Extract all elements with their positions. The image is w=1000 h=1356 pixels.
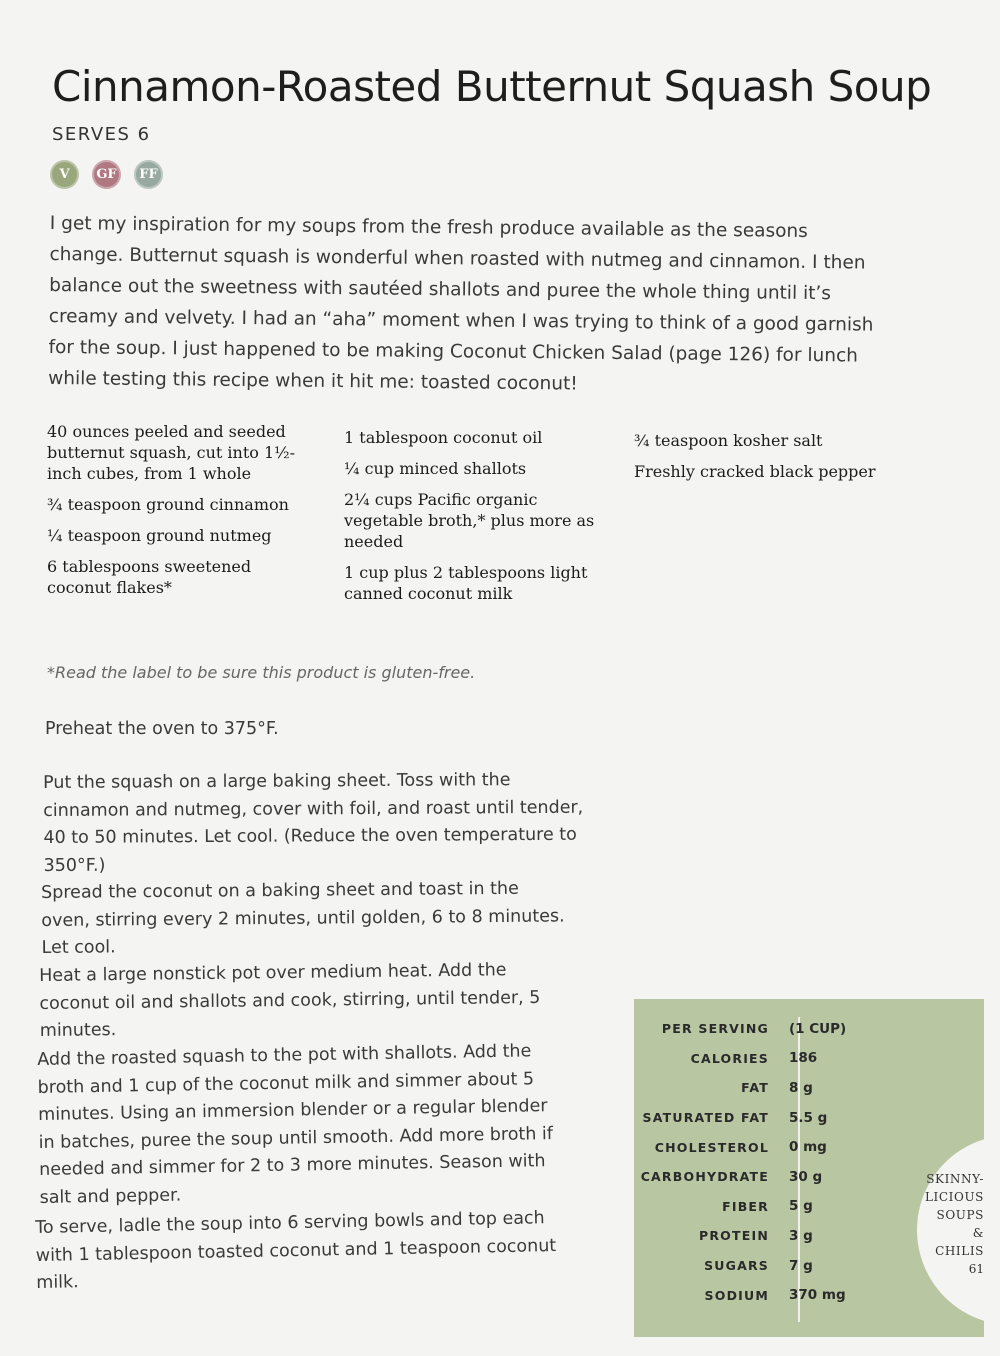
nutrition-value: 186	[789, 1050, 818, 1067]
recipe-intro: I get my inspiration for my soups from the fresh produce available as the seasons change. Butternut squash is wonderful when roasted with nutmeg and cinnamon. I then balance out the sweetness with sautéed shallots and puree the whole thing until it’s creamy and velvety. I had an “aha” moment when I was trying to think of a good garnish for the soup. I just happened to be making Coconut Chicken Salad (page 126) for lunch while testing this recipe when it hit me: toasted coconut!	[48, 212, 874, 395]
gluten-free-footnote: *Read the label to be sure this product is gluten-free.	[47, 663, 476, 682]
ingredient-item: ¾ teaspoon ground cinnamon	[47, 495, 289, 514]
section-tab-line: SKINNY-	[926, 1172, 984, 1186]
nutrition-value: (1 CUP)	[789, 1020, 847, 1037]
freezer-friendly-badge: FF	[134, 160, 163, 189]
ingredient-item: ¼ teaspoon ground nutmeg	[47, 526, 272, 545]
section-tab-line: SOUPS	[936, 1208, 984, 1222]
serves-label: SERVES 6	[52, 124, 151, 145]
direction-step: Spread the coconut on a baking sheet and toast in the oven, stirring every 2 minutes, until golden, 6 to 8 minutes. Let cool.	[41, 878, 565, 958]
nutrition-row	[634, 1044, 964, 1074]
nutrition-value: 7 g	[789, 1257, 813, 1274]
direction-step: To serve, ladle the soup into 6 serving bowls and top each with 1 tablespoon toasted coconut and 1 teaspoon coconut milk.	[35, 1208, 557, 1293]
ingredients-column-3	[634, 430, 894, 492]
ingredient-item: 6 tablespoons sweetened coconut flakes*	[47, 557, 252, 597]
nutrition-label: SATURATED FAT	[642, 1110, 769, 1126]
nutrition-value: 30 g	[789, 1168, 823, 1185]
nutrition-row	[634, 1103, 964, 1133]
nutrition-label: PROTEIN	[699, 1228, 769, 1244]
nutrition-label: CALORIES	[690, 1050, 769, 1066]
nutrition-label: FIBER	[722, 1198, 769, 1214]
nutrition-row	[634, 1132, 964, 1162]
nutrition-label: PER SERVING	[661, 1021, 769, 1037]
section-tab-line: & CHILIS	[935, 1226, 984, 1258]
ingredient-item: ¼ cup minced shallots	[344, 459, 527, 478]
section-tab-label	[922, 1170, 984, 1260]
nutrition-row	[634, 1014, 964, 1044]
nutrition-row	[634, 1073, 964, 1103]
nutrition-value: 0 mg	[789, 1139, 827, 1156]
direction-step: Put the squash on a large baking sheet. Toss with the cinnamon and nutmeg, cover with foil, and roast until tender, 40 to 50 minutes. Let cool. (Reduce the oven temperature to 350°F.)	[43, 770, 584, 876]
nutrition-value: 3 g	[789, 1227, 813, 1244]
ingredients-column-2	[344, 427, 602, 614]
diet-badges	[50, 160, 163, 189]
ingredient-item: 2¼ cups Pacific organic vegetable broth,* plus more as needed	[344, 490, 595, 551]
ingredient-item: 1 cup plus 2 tablespoons light canned coconut milk	[344, 563, 588, 603]
nutrition-label: CHOLESTEROL	[654, 1139, 769, 1155]
page-number: 61	[968, 1262, 984, 1276]
recipe-title: Cinnamon-Roasted Butternut Squash Soup	[52, 62, 932, 111]
nutrition-value: 5.5 g	[789, 1109, 828, 1126]
nutrition-row	[634, 1162, 964, 1192]
nutrition-row	[634, 1251, 964, 1281]
nutrition-row	[634, 1192, 964, 1222]
ingredient-item: 1 tablespoon coconut oil	[344, 428, 543, 447]
direction-step: Preheat the oven to 375°F.	[45, 719, 279, 739]
nutrition-label: FAT	[741, 1080, 769, 1096]
nutrition-facts-box	[634, 999, 984, 1337]
nutrition-label: CARBOHYDRATE	[640, 1169, 769, 1185]
direction-step: Heat a large nonstick pot over medium heat. Add the coconut oil and shallots and cook, stirring, until tender, 5 minutes.	[39, 960, 541, 1041]
nutrition-value: 5 g	[789, 1198, 813, 1215]
nutrition-label: SUGARS	[704, 1258, 769, 1274]
direction-step: Add the roasted squash to the pot with shallots. Add the broth and 1 cup of the coconut milk and simmer about 5 minutes. Using an immersion blender or a regular blender in batches, puree the soup until smooth. Add more broth if needed and simmer for 2 to 3 more minutes. Season with salt and pepper.	[37, 1041, 554, 1208]
ingredients-column-1	[47, 421, 315, 608]
vegetarian-badge: V	[50, 160, 79, 189]
nutrition-label: SODIUM	[704, 1287, 769, 1303]
nutrition-value: 8 g	[789, 1079, 813, 1096]
ingredient-item: 40 ounces peeled and seeded butternut squash, cut into 1½-inch cubes, from 1 whole	[47, 422, 296, 483]
nutrition-row	[634, 1280, 964, 1310]
ingredient-item: Freshly cracked black pepper	[634, 462, 876, 481]
nutrition-row	[634, 1221, 964, 1251]
ingredient-item: ¾ teaspoon kosher salt	[634, 431, 823, 450]
nutrition-value: 370 mg	[789, 1287, 846, 1304]
gluten-free-badge: GF	[92, 160, 121, 189]
section-tab-line: LICIOUS	[924, 1190, 984, 1204]
